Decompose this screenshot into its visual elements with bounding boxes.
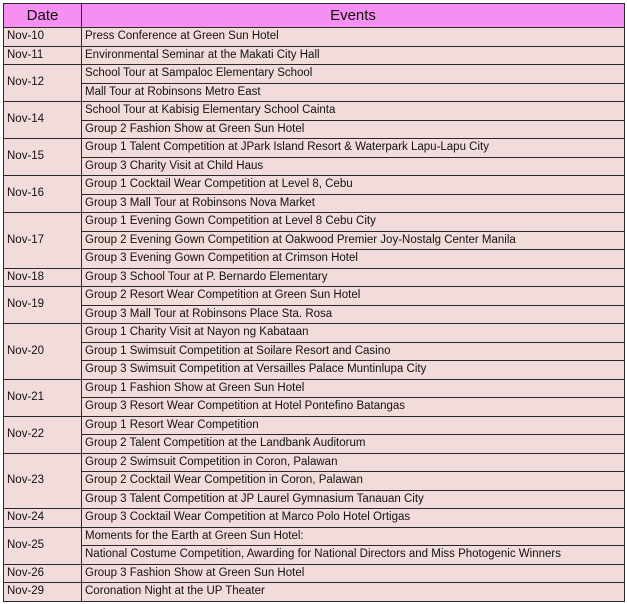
- event-cell[interactable]: Group 1 Fashion Show at Green Sun Hotel: [82, 379, 625, 398]
- event-cell[interactable]: Group 1 Talent Competition at JPark Island Resort & Waterpark Lapu-Lapu City: [82, 139, 625, 158]
- table-row: [4, 509, 625, 528]
- event-cell[interactable]: Group 3 Mall Tour at Robinsons Nova Market: [82, 194, 625, 213]
- event-cell[interactable]: School Tour at Kabisig Elementary School Cainta: [82, 102, 625, 121]
- event-cell[interactable]: Group 3 School Tour at P. Bernardo Elementary: [82, 268, 625, 287]
- event-cell[interactable]: Moments for the Earth at Green Sun Hotel:: [82, 527, 625, 546]
- event-cell[interactable]: Group 2 Swimsuit Competition in Coron, Palawan: [82, 453, 625, 472]
- event-cell[interactable]: National Costume Competition, Awarding for National Directors and Miss Photogenic Winners: [82, 546, 625, 565]
- table-row: [4, 324, 625, 343]
- event-cell[interactable]: Group 1 Evening Gown Competition at Level 8 Cebu City: [82, 213, 625, 232]
- date-cell[interactable]: Nov-26: [4, 564, 82, 583]
- date-cell[interactable]: Nov-19: [4, 287, 82, 324]
- event-cell[interactable]: Environmental Seminar at the Makati City Hall: [82, 46, 625, 65]
- event-cell[interactable]: Group 1 Charity Visit at Nayon ng Kabataan: [82, 324, 625, 343]
- date-cell[interactable]: Nov-17: [4, 213, 82, 269]
- events-column-header[interactable]: Events: [82, 4, 625, 28]
- event-cell[interactable]: Group 3 Swimsuit Competition at Versailles Palace Muntinlupa City: [82, 361, 625, 380]
- table-row: [4, 176, 625, 195]
- event-cell[interactable]: Group 3 Talent Competition at JP Laurel Gymnasium Tanauan City: [82, 490, 625, 509]
- event-cell[interactable]: Coronation Night at the UP Theater: [82, 583, 625, 602]
- table-row: [4, 564, 625, 583]
- date-cell[interactable]: Nov-11: [4, 46, 82, 65]
- event-cell[interactable]: Group 3 Evening Gown Competition at Crimson Hotel: [82, 250, 625, 269]
- table-row: [4, 361, 625, 380]
- date-cell[interactable]: Nov-23: [4, 453, 82, 509]
- table-row: [4, 65, 625, 84]
- table-row: [4, 231, 625, 250]
- table-row: [4, 527, 625, 546]
- table-row: [4, 546, 625, 565]
- table-row: [4, 305, 625, 324]
- event-cell[interactable]: Group 3 Resort Wear Competition at Hotel Pontefino Batangas: [82, 398, 625, 417]
- table-row: [4, 102, 625, 121]
- table-row: [4, 287, 625, 306]
- event-cell[interactable]: Group 1 Resort Wear Competition: [82, 416, 625, 435]
- table-row: [4, 379, 625, 398]
- event-cell[interactable]: Group 3 Charity Visit at Child Haus: [82, 157, 625, 176]
- table-row: [4, 472, 625, 491]
- date-cell[interactable]: Nov-10: [4, 28, 82, 47]
- date-cell[interactable]: Nov-16: [4, 176, 82, 213]
- date-cell[interactable]: Nov-25: [4, 527, 82, 564]
- table-row: [4, 342, 625, 361]
- event-cell[interactable]: Mall Tour at Robinsons Metro East: [82, 83, 625, 102]
- event-cell[interactable]: Group 1 Cocktail Wear Competition at Level 8, Cebu: [82, 176, 625, 195]
- events-schedule-table: [3, 3, 625, 602]
- table-row: [4, 120, 625, 139]
- date-cell[interactable]: Nov-24: [4, 509, 82, 528]
- table-row: [4, 416, 625, 435]
- table-row: [4, 435, 625, 454]
- event-cell[interactable]: Group 2 Evening Gown Competition at Oakwood Premier Joy-Nostalg Center Manila: [82, 231, 625, 250]
- table-row: [4, 28, 625, 47]
- date-cell[interactable]: Nov-20: [4, 324, 82, 380]
- event-cell[interactable]: Press Conference at Green Sun Hotel: [82, 28, 625, 47]
- table-row: [4, 139, 625, 158]
- table-row: [4, 453, 625, 472]
- event-cell[interactable]: Group 3 Fashion Show at Green Sun Hotel: [82, 564, 625, 583]
- date-cell[interactable]: Nov-18: [4, 268, 82, 287]
- event-cell[interactable]: Group 1 Swimsuit Competition at Soilare Resort and Casino: [82, 342, 625, 361]
- schedule-body: [4, 28, 625, 602]
- table-row: [4, 46, 625, 65]
- table-row: [4, 583, 625, 602]
- table-row: [4, 490, 625, 509]
- date-cell[interactable]: Nov-14: [4, 102, 82, 139]
- event-cell[interactable]: Group 2 Talent Competition at the Landbank Auditorum: [82, 435, 625, 454]
- date-cell[interactable]: Nov-12: [4, 65, 82, 102]
- event-cell[interactable]: Group 3 Cocktail Wear Competition at Marco Polo Hotel Ortigas: [82, 509, 625, 528]
- date-cell[interactable]: Nov-22: [4, 416, 82, 453]
- event-cell[interactable]: Group 3 Mall Tour at Robinsons Place Sta. Rosa: [82, 305, 625, 324]
- table-row: [4, 213, 625, 232]
- header-row: [4, 4, 625, 28]
- event-cell[interactable]: School Tour at Sampaloc Elementary School: [82, 65, 625, 84]
- date-column-header[interactable]: Date: [4, 4, 82, 28]
- event-cell[interactable]: Group 2 Fashion Show at Green Sun Hotel: [82, 120, 625, 139]
- table-row: [4, 194, 625, 213]
- table-row: [4, 398, 625, 417]
- date-cell[interactable]: Nov-29: [4, 583, 82, 602]
- table-row: [4, 268, 625, 287]
- table-row: [4, 157, 625, 176]
- date-cell[interactable]: Nov-15: [4, 139, 82, 176]
- table-row: [4, 250, 625, 269]
- event-cell[interactable]: Group 2 Resort Wear Competition at Green Sun Hotel: [82, 287, 625, 306]
- event-cell[interactable]: Group 2 Cocktail Wear Competition in Coron, Palawan: [82, 472, 625, 491]
- date-cell[interactable]: Nov-21: [4, 379, 82, 416]
- table-row: [4, 83, 625, 102]
